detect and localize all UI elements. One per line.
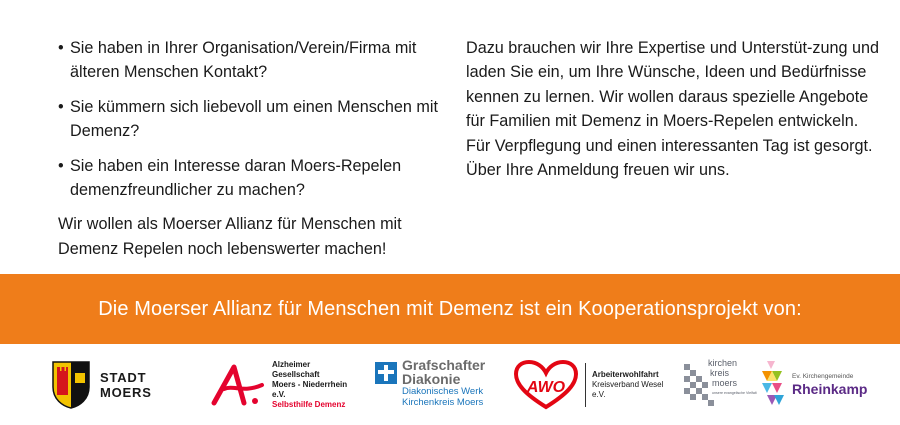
closing-statement: Wir wollen als Moerser Allianz für Menschen mit Demenz Repelen noch lebenswerter machen! [58,215,402,258]
awo-heart-icon [513,360,579,410]
awo-text [592,370,673,400]
diakonie-line1: Grafschafter [402,357,486,373]
stadt-moers-logo [52,354,192,416]
list-item: • Sie haben ein Interesse daran Moers-Repelen demenzfreundlicher zu machen? [58,154,438,203]
diakonie-line3: Diakonisches Werk [402,386,484,397]
awo-line2: Kreisverband Wesel e.V. [591,380,664,399]
alzheimer-line2: Moers - Niederrhein e.V. [272,380,348,399]
diakonie-line2: Diakonie [402,371,461,387]
list-item: • Sie haben in Ihrer Organisation/Verein/Firma mit älteren Menschen Kontakt? [58,36,438,85]
question-list [58,36,438,202]
banner-text: Die Moerser Allianz für Menschen mit Demenz ist ein Kooperationsprojekt von: [98,297,802,320]
kirchenkreis-mosaic-icon [682,356,757,414]
rheinkamp-triangles-icon [758,359,788,411]
diakonie-text [402,358,485,408]
kirchenkreis-line2: kreis [710,368,730,378]
alzheimer-line1: Alzheimer Gesellschaft [272,360,320,379]
alzheimer-line3: Selbsthilfe Demenz [272,400,346,409]
alzheimer-logo [210,354,360,416]
list-item: • Sie kümmern sich liebevoll um einen Menschen mit Demenz? [58,95,438,144]
left-column [58,36,438,261]
awo-logo [513,354,673,416]
moers-coat-of-arms-icon [52,361,90,409]
awo-divider [585,363,586,407]
registration-note: Über Ihre Anmeldung freuen wir uns. [466,161,730,180]
awo-mark: AWO [526,379,566,396]
alzheimer-text [272,360,360,410]
rheinkamp-logo [758,354,888,416]
invitation-paragraph: Dazu brauchen wir Ihre Expertise und Unterstüt-zung und laden Sie ein, um Ihre Wünsche, Ideen und Bedürfnisse kennen zu lernen. Wir wollen daraus spezielle Angebote für Familien mit Demenz in Moers-Repelen entwickeln. [466,39,880,131]
alzheimer-a-icon [210,363,268,407]
diakonie-line4: Kirchenkreis Moers [402,397,484,408]
kirchenkreis-line4: unsere evangelische Vielfalt [712,391,757,395]
diakonie-cross-icon [375,362,397,384]
right-column [466,36,886,182]
kirchenkreis-line1: kirchen [708,358,738,368]
awo-line1: Arbeiterwohlfahrt [591,370,659,379]
rheinkamp-line2: Rheinkamp [792,381,868,397]
kirchenkreis-logo [682,354,757,416]
cooperation-banner [0,274,900,344]
partner-logos [0,354,900,420]
diakonie-logo [375,354,505,416]
moers-name: STADT MOERS [100,370,152,400]
rheinkamp-line1: Ev. Kirchengemeinde [792,373,854,380]
kirchenkreis-line3: moers [712,378,738,388]
rheinkamp-text [792,373,867,397]
catering-note: Für Verpflegung und einen interessanten Tag ist gesorgt. [466,136,873,155]
